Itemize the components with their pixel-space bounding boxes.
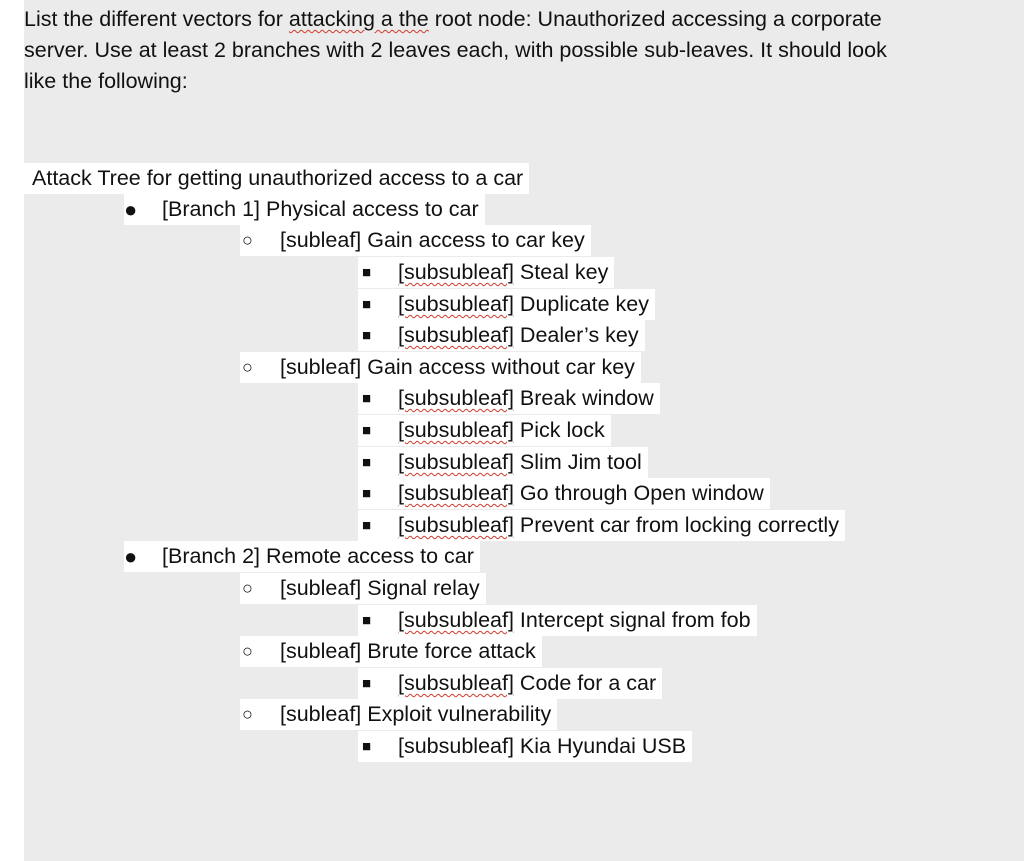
- bullet-square-icon: ■: [362, 422, 372, 439]
- prompt-line3: like the following:: [24, 69, 188, 93]
- subsubleaf-tag[interactable]: [subsubleaf]: [398, 418, 514, 442]
- bullet-circle-icon: ○: [242, 230, 253, 250]
- subsubleaf-tag[interactable]: [subsubleaf]: [398, 481, 514, 505]
- question-prompt: [24, 4, 1014, 97]
- bullet-square-icon: ■: [362, 296, 372, 313]
- subsubleaf-text: Intercept signal from fob: [513, 608, 751, 632]
- subsubleaf-text: Steal key: [513, 260, 609, 284]
- subleaf-2-1-label: [subleaf] Signal relay: [280, 576, 480, 600]
- subsubleaf-text: Break window: [513, 386, 654, 410]
- subsubleaf-tag[interactable]: [subsubleaf]: [398, 450, 514, 474]
- subsubleaf-item: [358, 415, 611, 446]
- subsubleaf-item: [358, 320, 645, 351]
- bullet-circle-icon: ○: [242, 357, 253, 377]
- bullet-square-icon: ■: [362, 738, 372, 755]
- bullet-square-icon: ■: [362, 612, 372, 629]
- subsubleaf-tag[interactable]: [subsubleaf]: [398, 386, 514, 410]
- subsubleaf-item: [358, 447, 648, 478]
- branch-2-label: [Branch 2] Remote access to car: [162, 544, 474, 568]
- subleaf-2-2-label: [subleaf] Brute force attack: [280, 639, 536, 663]
- subsubleaf-text: Prevent car from locking correctly: [513, 513, 839, 537]
- bullet-dot-icon: ●: [124, 544, 138, 569]
- bullet-square-icon: ■: [362, 517, 372, 534]
- bullet-circle-icon: ○: [242, 704, 253, 724]
- subleaf-1-2-label: [subleaf] Gain access without car key: [280, 355, 635, 379]
- bullet-square-icon: ■: [362, 675, 372, 692]
- subsubleaf-text: Duplicate key: [513, 292, 649, 316]
- subsubleaf-item: [358, 668, 662, 699]
- subsubleaf-text: Pick lock: [513, 418, 605, 442]
- bullet-square-icon: ■: [362, 454, 372, 471]
- subsubleaf-tag[interactable]: [subsubleaf]: [398, 608, 514, 632]
- bullet-circle-icon: ○: [242, 641, 253, 661]
- subsubleaf-item: [358, 383, 660, 414]
- bullet-circle-icon: ○: [242, 578, 253, 598]
- subleaf-1-2: [240, 352, 641, 383]
- prompt-line1-start: List the different vectors for: [24, 7, 289, 31]
- subsubleaf-tag[interactable]: [subsubleaf]: [398, 671, 514, 695]
- subleaf-1-1: [240, 225, 591, 256]
- subsubleaf-text: Dealer’s key: [513, 323, 639, 347]
- branch-2: [124, 541, 480, 572]
- prompt-line1-end: root node: Unauthorized accessing a corporate: [428, 7, 882, 31]
- subleaf-2-2: [240, 636, 542, 667]
- subsubleaf-text: Code for a car: [513, 671, 657, 695]
- subsubleaf-item: [358, 605, 757, 636]
- subsubleaf-item: [358, 257, 614, 288]
- subsubleaf-tag[interactable]: [subsubleaf]: [398, 323, 514, 347]
- subsubleaf-item: [358, 731, 692, 762]
- subleaf-1-1-label: [subleaf] Gain access to car key: [280, 228, 585, 252]
- subsubleaf-item: [358, 289, 655, 320]
- tree-title-text: Attack Tree for getting unauthorized access to a car: [32, 166, 524, 190]
- subsubleaf-tag[interactable]: [subsubleaf]: [398, 260, 514, 284]
- subleaf-2-3-label: [subleaf] Exploit vulnerability: [280, 702, 552, 726]
- subsubleaf-tag[interactable]: [subsubleaf]: [398, 513, 514, 537]
- bullet-dot-icon: ●: [124, 197, 138, 222]
- branch-1-label: [Branch 1] Physical access to car: [162, 197, 479, 221]
- spelling-flag[interactable]: attacking a the: [288, 7, 429, 31]
- subsubleaf-text: Go through Open window: [513, 481, 764, 505]
- subleaf-2-1: [240, 573, 486, 604]
- bullet-square-icon: ■: [362, 485, 372, 502]
- subsubleaf-tag[interactable]: [subsubleaf]: [398, 292, 514, 316]
- subsubleaf-text: Kia Hyundai USB: [513, 734, 687, 758]
- subleaf-2-3: [240, 699, 557, 730]
- subsubleaf-item: [358, 478, 770, 509]
- bullet-square-icon: ■: [362, 264, 372, 281]
- branch-1: [124, 194, 485, 225]
- bullet-square-icon: ■: [362, 327, 372, 344]
- subsubleaf-text: Slim Jim tool: [513, 450, 642, 474]
- subsubleaf-item: [358, 510, 845, 541]
- subsubleaf-tag: [subsubleaf]: [398, 734, 514, 758]
- tree-title: [24, 163, 529, 194]
- prompt-line2: server. Use at least 2 branches with 2 leaves each, with possible sub-leaves. It should look: [24, 38, 887, 62]
- bullet-square-icon: ■: [362, 390, 372, 407]
